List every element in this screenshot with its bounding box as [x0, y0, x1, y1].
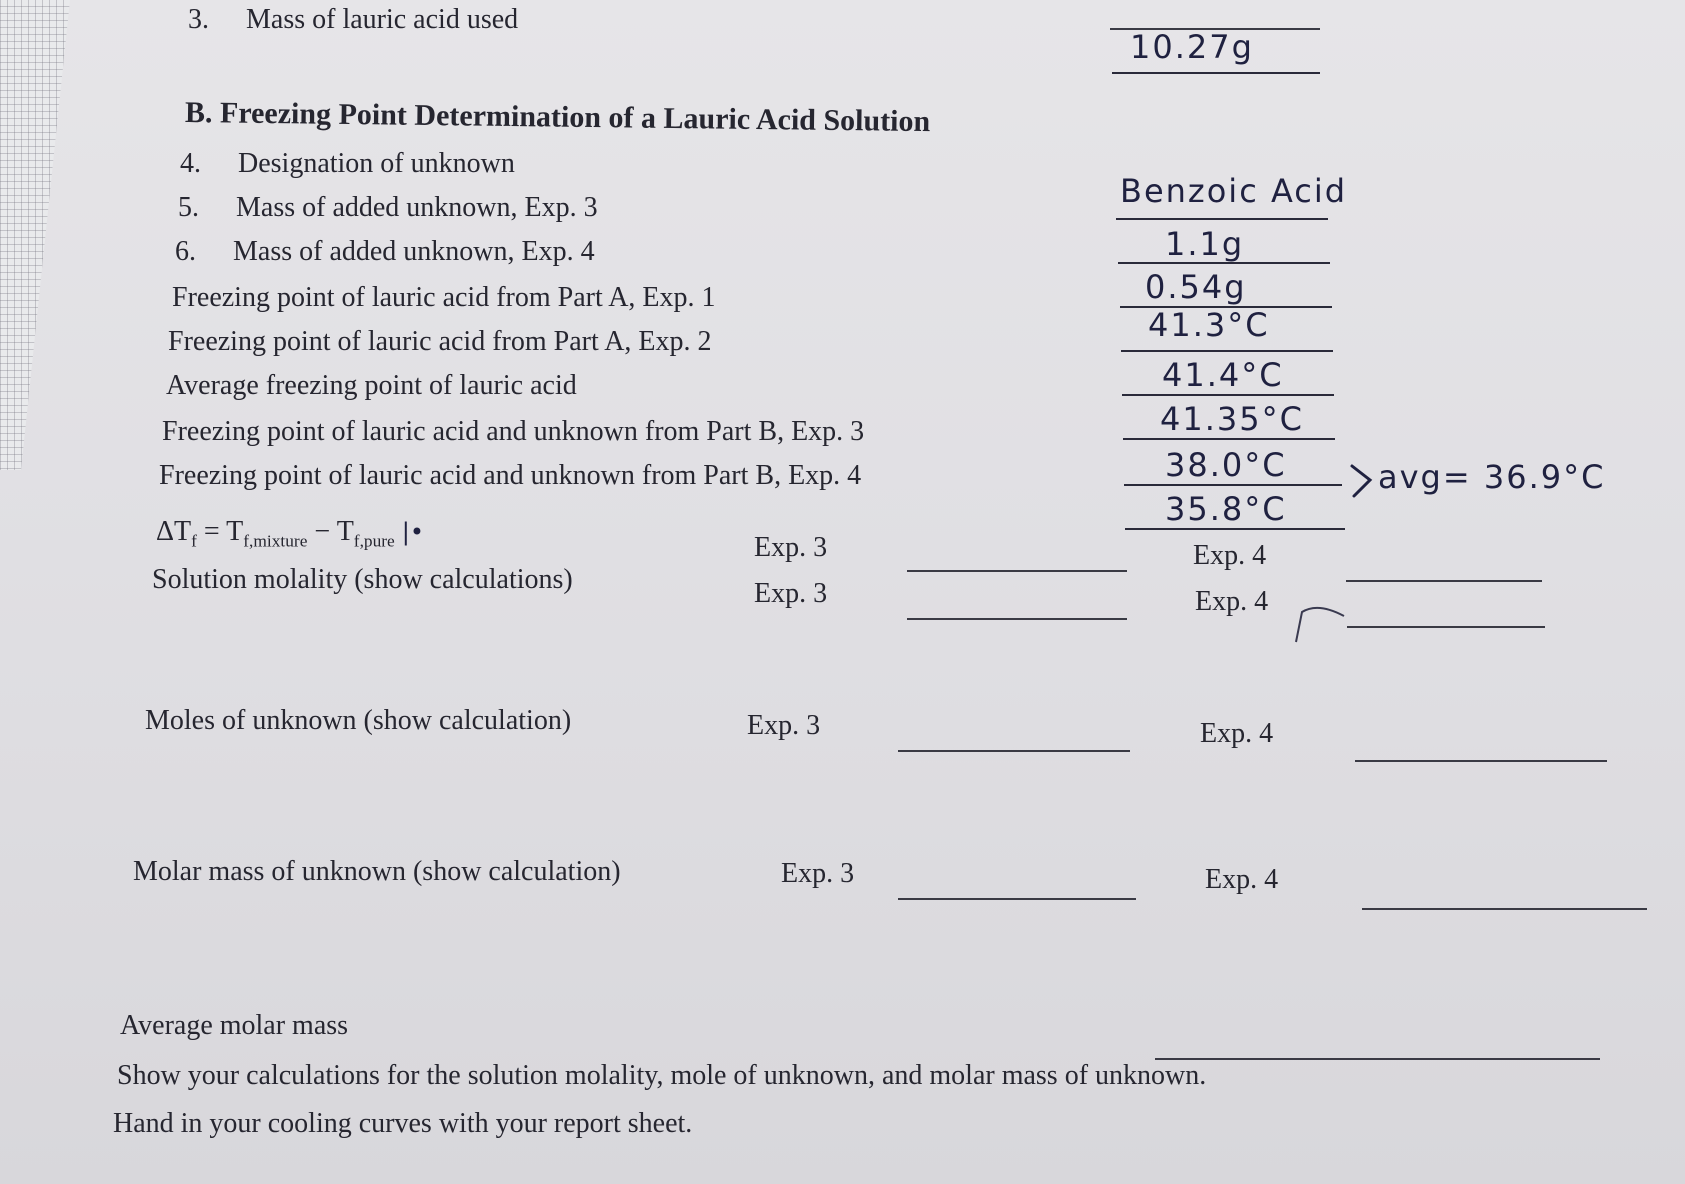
instruction-cooling-curves: Hand in your cooling curves with your report sheet.: [113, 1108, 693, 1139]
handwritten-mass-lauric: 10.27g: [1130, 28, 1254, 66]
handwritten-fp-exp3: 38.0°C: [1165, 446, 1287, 484]
item-number: 4.: [180, 148, 201, 179]
answer-line: [898, 898, 1136, 900]
answer-line: [1118, 262, 1330, 264]
row-fp-exp3: Freezing point of lauric acid and unknown from Part B, Exp. 3: [162, 416, 865, 447]
row-avg-fp: Average freezing point of lauric acid: [166, 370, 577, 401]
delta-exp3-label: Exp. 3: [754, 532, 828, 563]
sub-pure: f,pure: [353, 531, 395, 551]
molar-mass-exp3-label: Exp. 3: [781, 858, 855, 889]
average-molar-mass-label: Average molar mass: [120, 1010, 349, 1041]
pen-mark: |•: [401, 518, 425, 546]
section-b-heading: B. Freezing Point Determination of a Lauric Acid Solution: [184, 96, 931, 139]
handwritten-fp-exp2: 41.4°C: [1162, 356, 1284, 394]
equals-t: = T: [196, 516, 244, 547]
item-number: 3.: [188, 4, 209, 35]
answer-line: [1155, 1058, 1600, 1060]
answer-line: [1355, 760, 1607, 762]
answer-line: [1124, 484, 1342, 486]
handwritten-fp-exp4: 35.8°C: [1165, 490, 1287, 528]
answer-line: [907, 618, 1127, 620]
molar-mass-exp4-label: Exp. 4: [1205, 864, 1279, 895]
answer-line: [1122, 394, 1334, 396]
delta-t-symbol: ΔT: [156, 516, 192, 547]
sub-mixture: f,mixture: [243, 531, 308, 551]
row-fp-exp4: Freezing point of lauric acid and unknown from Part B, Exp. 4: [159, 460, 862, 491]
answer-line: [1346, 580, 1542, 582]
handwritten-avg-note: avg= 36.9°C: [1378, 458, 1606, 496]
instruction-calculations: Show your calculations for the solution molality, mole of unknown, and molar mass of unknown.: [117, 1060, 1207, 1091]
row-5: [178, 192, 598, 224]
molality-label: Solution molality (show calculations): [152, 564, 573, 595]
pen-stroke-mark: [1288, 600, 1348, 646]
item-3-row: [188, 4, 518, 36]
row-label: Mass of added unknown, Exp. 3: [236, 192, 598, 223]
minus-t: − T: [307, 516, 354, 547]
delta-exp4-label: Exp. 4: [1193, 540, 1267, 571]
bracket-mark: [1348, 460, 1378, 502]
moles-label: Moles of unknown (show calculation): [145, 705, 572, 736]
molality-exp3-label: Exp. 3: [754, 578, 828, 609]
delta-tf-label: [156, 516, 424, 552]
row-6: [175, 236, 595, 268]
handwritten-unknown: Benzoic Acid: [1120, 172, 1348, 210]
answer-line: [1347, 626, 1545, 628]
sub-f: f: [191, 531, 197, 551]
row-4: [180, 148, 515, 180]
moles-exp4-label: Exp. 4: [1200, 718, 1274, 749]
answer-line: [1112, 72, 1320, 74]
row-fp-exp2: Freezing point of lauric acid from Part A, Exp. 2: [168, 326, 712, 357]
handwritten-mass-exp3: 1.1g: [1165, 225, 1245, 263]
moles-exp3-label: Exp. 3: [747, 710, 821, 741]
answer-line: [1116, 218, 1328, 220]
item-label: Mass of lauric acid used: [246, 4, 519, 35]
molality-exp4-label: Exp. 4: [1195, 586, 1269, 617]
item-number: 6.: [175, 236, 196, 267]
answer-line: [1123, 438, 1335, 440]
molar-mass-label: Molar mass of unknown (show calculation): [133, 856, 621, 887]
handwritten-mass-exp4: 0.54g: [1145, 268, 1247, 306]
answer-line: [1125, 528, 1345, 530]
item-number: 5.: [178, 192, 199, 223]
answer-line: [1362, 908, 1647, 910]
row-label: Mass of added unknown, Exp. 4: [233, 236, 595, 267]
handwritten-avg-fp: 41.35°C: [1160, 400, 1304, 438]
answer-line: [898, 750, 1130, 752]
answer-line: [907, 570, 1127, 572]
handwritten-fp-exp1: 41.3°C: [1148, 306, 1270, 344]
answer-line: [1121, 350, 1333, 352]
row-label: Designation of unknown: [238, 148, 515, 179]
row-fp-exp1: Freezing point of lauric acid from Part A, Exp. 1: [172, 282, 716, 313]
